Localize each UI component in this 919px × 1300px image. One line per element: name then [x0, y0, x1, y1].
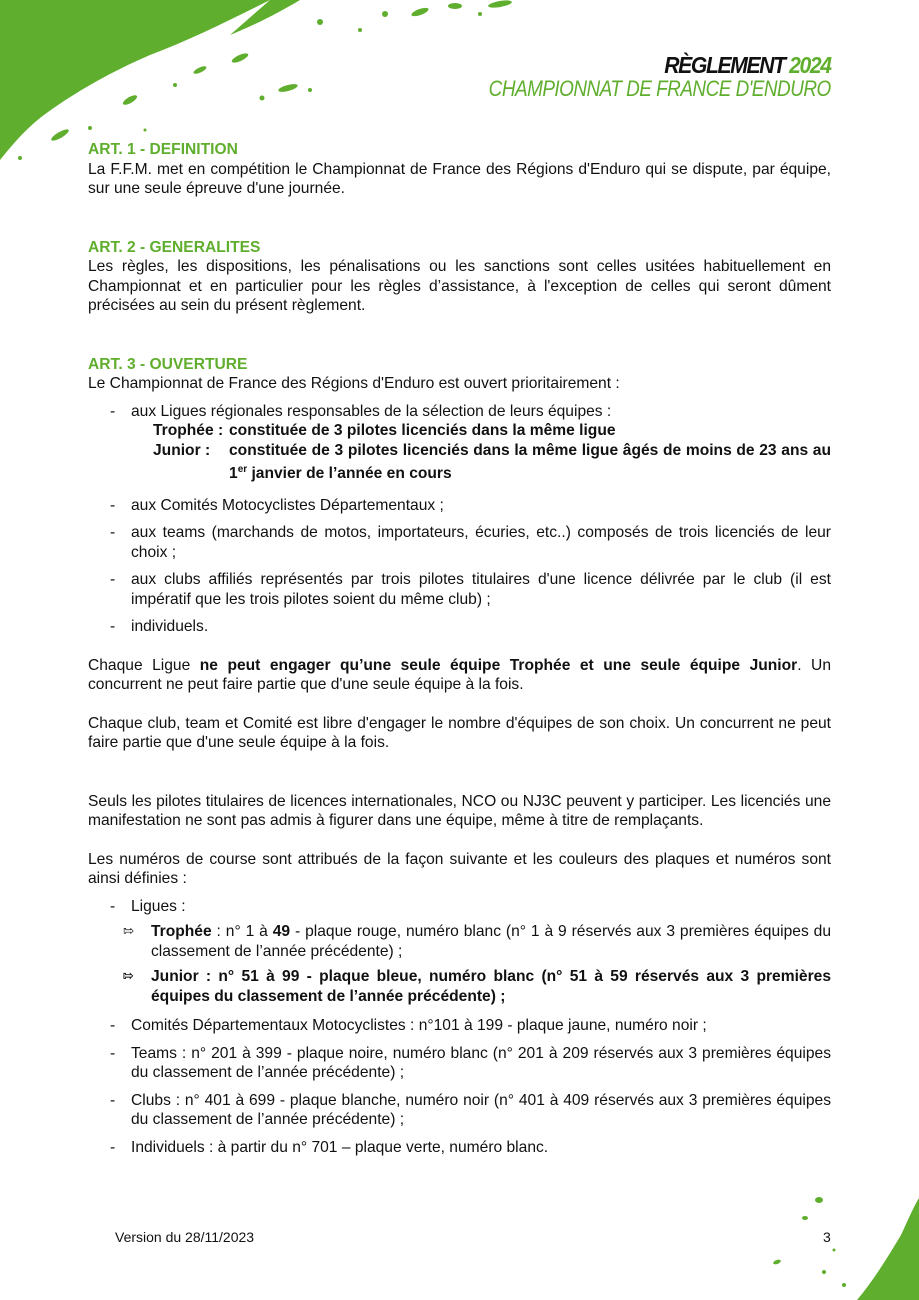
header-subtitle: CHAMPIONNAT DE FRANCE D'ENDURO — [488, 76, 831, 101]
num-item-comites: - Comités Départementaux Motocyclistes : n°101 à 199 - plaque jaune, numéro noir ; — [88, 1016, 831, 1036]
num-item-ligues — [88, 897, 831, 1007]
footer-version: Version du 28/11/2023 — [115, 1229, 255, 1245]
junior-row — [131, 441, 831, 484]
trophee-text: constituée de 3 pilotes licenciés dans la même ligue — [229, 422, 616, 439]
num-trophee-b: - plaque rouge, numéro blanc (n° 1 à 9 réservés aux 3 premières équipes du classement de l’année précédente) ; — [151, 923, 832, 960]
junior-sup: er — [237, 464, 248, 475]
numbers-list — [88, 897, 831, 1158]
list-item-individuels: - individuels. — [88, 617, 831, 637]
club-paragraph: Chaque club, team et Comité est libre d'engager le nombre d'équipes de son choix. Un concurrent ne peut faire partie que d'une seule équipe à la fois. — [88, 714, 831, 752]
junior-text — [229, 441, 831, 484]
art3-title: ART. 3 - OUVERTURE — [88, 355, 248, 373]
ligues-sublist — [117, 922, 831, 1006]
num-item-clubs: - Clubs : n° 401 à 699 - plaque blanche, numéro noir (n° 401 à 409 réservés aux 3 premières équipes du classement de l’année précédente) ; — [88, 1091, 831, 1130]
num-junior-text: Junior : n° 51 à 99 - plaque bleue, numéro blanc (n° 51 à 59 réservés aux 3 premières équipes du classement de l’année précédente) ; — [151, 968, 831, 1005]
num-junior — [117, 967, 831, 1006]
num-trophee-bold: Trophée — [151, 923, 212, 941]
header-title — [465, 54, 831, 77]
num-ligues-text: - Ligues : — [131, 897, 186, 915]
num-item-individuels: - Individuels : à partir du n° 701 – plaque verte, numéro blanc. — [88, 1138, 831, 1158]
num-trophee-bold2: 49 — [272, 923, 291, 941]
green-splash-bottom-right — [749, 1190, 919, 1300]
document-body — [88, 140, 831, 1157]
num-trophee — [117, 922, 831, 961]
art1-title: ART. 1 - DEFINITION — [88, 141, 238, 158]
trophee-label: Trophée : — [153, 422, 224, 439]
num-item-teams: - Teams : n° 201 à 399 - plaque noire, numéro blanc (n° 201 à 209 réservés aux 3 premières équipes du classement de l’année précédente) ; — [88, 1044, 831, 1083]
ligue-text-a: Chaque Ligue — [88, 656, 200, 674]
art2-text: Les règles, les dispositions, les pénalisations ou les sanctions sont celles usitées habituellement en Championnat et en particulier pour les règles d’assistance, à l'exception de celles qui seront dûment précisées au sein du présent règlement. — [88, 258, 831, 314]
junior-text-a: constituée de 3 pilotes licenciés dans la même ligue âgés de moins de 23 ans au 1 — [229, 441, 831, 483]
art1-text: La F.F.M. met en compétition le Championnat de France des Régions d'Enduro qui se dispute, par équipe, sur une seule épreuve d'une journée. — [88, 160, 831, 197]
ligue-paragraph — [88, 656, 831, 695]
junior-label: Junior : — [153, 441, 211, 459]
header-title-part1: RÈGLEMENT — [664, 52, 785, 78]
list-item-teams: - aux teams (marchands de motos, importateurs, écuries, etc..) composés de trois licenciés de leur choix ; — [88, 523, 831, 562]
list-item-clubs: - aux clubs affiliés représentés par trois pilotes titulaires d'une licence délivrée par le club (il est impératif que les trois pilotes soient du même club) ; — [88, 570, 831, 609]
list-item-ligues — [88, 402, 831, 484]
art3-intro: Le Championnat de France des Régions d'Enduro est ouvert prioritairement : — [88, 375, 620, 392]
document-header — [433, 54, 831, 101]
numeros-paragraph: Les numéros de course sont attribués de la façon suivante et les couleurs des plaques et numéros sont ainsi définies : — [88, 850, 831, 888]
header-title-year: 2024 — [789, 52, 831, 78]
trophee-row — [131, 421, 831, 441]
junior-text-b: janvier de l’année en cours — [247, 465, 452, 483]
participants-list — [88, 402, 831, 637]
ligue-text-b: . Un concurrent ne peut faire partie que d'une seule équipe à la fois. — [88, 656, 831, 694]
licences-paragraph: Seuls les pilotes titulaires de licences internationales, NCO ou NJ3C peuvent y participer. Les licenciés une manifestation ne sont pas admis à figurer dans une équipe, même à titre de remplaçants. — [88, 792, 831, 830]
list-item-comites: - aux Comités Motocyclistes Départementaux ; — [88, 496, 831, 516]
ligue-text-bold: ne peut engager qu’une seule équipe Trophée et une seule équipe Junior — [199, 656, 798, 674]
ligues-text: - aux Ligues régionales responsables de la sélection de leurs équipes : — [131, 402, 612, 420]
num-trophee-a: : n° 1 à — [211, 923, 273, 941]
footer-page-number: 3 — [823, 1229, 831, 1245]
art2-title: ART. 2 - GENERALITES — [88, 238, 261, 256]
